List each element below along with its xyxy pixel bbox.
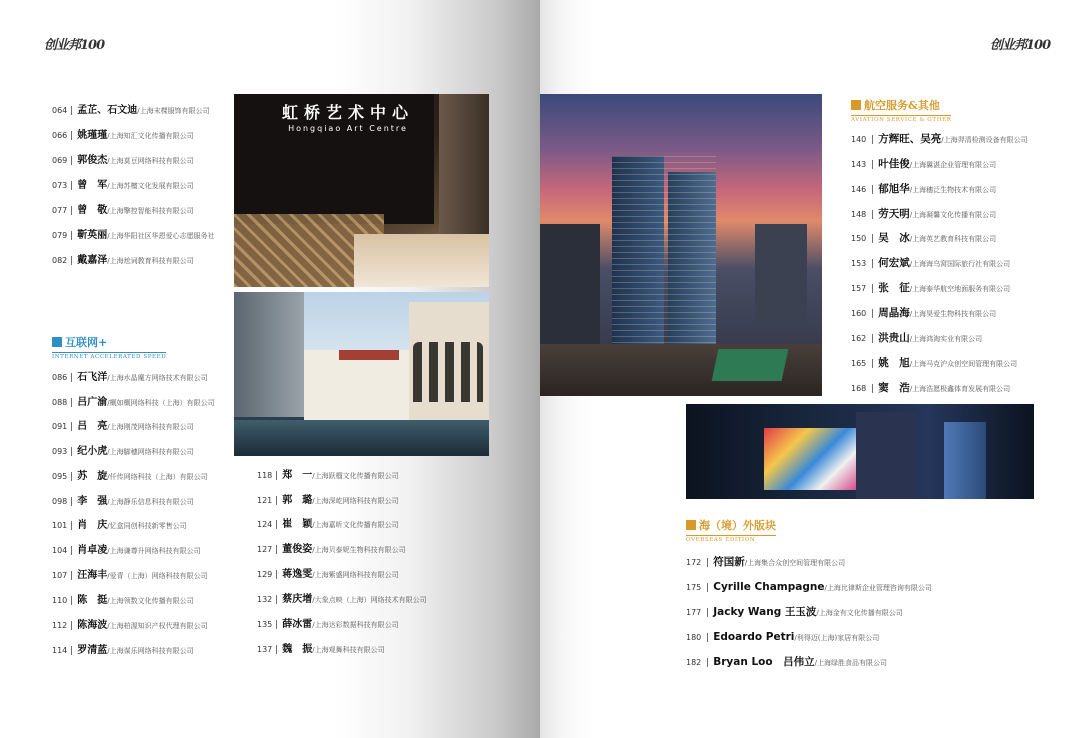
list-item: 064 | 孟芷、石文迪/上海末棵服饰有限公司 [52,105,210,116]
list-item: 165 | 姚 旭/上海马克沪众创空间管理有限公司 [851,357,1018,369]
list-item: 182 | Bryan Loo 吕伟立/上海绿胜食品有限公司 [686,656,887,668]
list-item: 127 | 董俊姿/上海贝泰妮生物科技有限公司 [257,544,406,555]
list-item: 177 | Jacky Wang 王玉波/上海金有文化传播有限公司 [686,606,903,618]
section-title-aviation: 航空服务&其他 AVIATION SERVICE & OTHER [851,99,952,123]
list-item: 077 | 曾 敬/上海擎控智能科技有限公司 [52,205,194,216]
list-item: 150 | 吴 冰/上海英艺教育科技有限公司 [851,232,997,244]
list-item: 104 | 肖卓凌/上海谦尊升网络科技有限公司 [52,545,201,556]
photo-courtyard-pool [234,292,489,456]
list-item: 114 | 罗清蓝/上海谋乐网络科技有限公司 [52,645,194,656]
list-item: 160 | 周晶海/上海昊爱生物科技有限公司 [851,307,997,319]
list-item: 088 | 吕广渝/概如概网络科技（上海）有限公司 [52,397,215,408]
list-item: 132 | 蔡庆增/大象点映（上海）网络技术有限公司 [257,594,427,605]
list-item: 135 | 薛冰雷/上海达彩数据科技有限公司 [257,619,399,630]
list-item: 079 | 靳英丽/上海华阳社区华恩爱心志愿服务社 [52,230,215,241]
photo-night-mall [686,404,1034,499]
list-item: 095 | 苏 旋/仟传网络科技（上海）有限公司 [52,471,208,482]
section-marker-icon [851,100,861,110]
photo-hongqiao-art-centre [234,94,489,287]
list-item: 069 | 郭俊杰/上海莫豆网络科技有限公司 [52,155,194,166]
section-marker-icon [52,337,62,347]
list-item: 148 | 劳天明/上海凝馨文化传播有限公司 [851,208,997,220]
list-item: 157 | 张 征/上海泰华航空地面服务有限公司 [851,282,1011,294]
list-item: 098 | 李 强/上海静乐信息科技有限公司 [52,496,194,507]
list-item: 082 | 戴嘉泽/上海尬词教育科技有限公司 [52,255,194,266]
list-item: 112 | 陈海波/上海柏渥知识产权代理有限公司 [52,620,208,631]
list-item: 162 | 洪贵山/上海鸿淘实业有限公司 [851,332,983,344]
list-item: 129 | 蒋逸雯/上海紫盛网络科技有限公司 [257,569,399,580]
list-item: 146 | 郁旭华/上海穗泛生物技术有限公司 [851,183,997,195]
list-item: 101 | 肖 庆/忆盒同创科技新零售公司 [52,520,187,531]
list-item: 180 | Edoardo Petri/利得迈(上海)家居有限公司 [686,631,880,643]
list-item: 110 | 陈 挺/上海领数文化传播有限公司 [52,595,194,606]
section-title-overseas: 海（境）外版块 OVERSEAS EDITION [686,519,776,543]
list-item: 107 | 汪海丰/爱青（上海）网络科技有限公司 [52,570,208,581]
photo-office-towers-sunset [540,94,822,396]
list-item: 093 | 纪小虎/上海脚穗网络科技有限公司 [52,446,194,457]
list-item: 153 | 何宏斌/上海海乌窝国际旅行社有限公司 [851,257,1011,269]
list-item: 143 | 叶佳俊/上海翼湛企业管理有限公司 [851,158,997,170]
section-marker-icon [686,520,696,530]
magazine-logo: 创业邦100 [44,38,105,53]
list-item: 121 | 郭 璐/上海深屹网络科技有限公司 [257,495,399,506]
list-item: 091 | 吕 亮/上海刚茂网络科技有限公司 [52,421,194,432]
list-item: 172 | 符国新/上海集合众创空间管理有限公司 [686,556,846,568]
list-item: 118 | 郑 一/上海跃榴文化传播有限公司 [257,470,399,481]
list-item: 066 | 姚瑾瑾/上海知汇文化传播有限公司 [52,130,194,141]
list-item: 073 | 曾 军/上海苏檀文化发展有限公司 [52,180,194,191]
list-item: 086 | 石飞洋/上海水晶魔方网络技术有限公司 [52,372,208,383]
hongqiao-sign: 虹桥艺术中心 Hongqiao Art Centre [282,103,415,133]
list-item: 124 | 崔 颖/上海嘉昕文化传播有限公司 [257,519,399,530]
list-item: 137 | 魏 振/上海观舞科技有限公司 [257,644,385,655]
list-item: 140 | 方辉旺、吴亮/上海羿清检测设备有限公司 [851,133,1028,145]
list-item: 168 | 窦 浩/上海浩愿极鑫体育发展有限公司 [851,382,1011,394]
list-item: 175 | Cyrille Champagne/上海比律斯企业管理咨询有限公司 [686,581,932,593]
magazine-logo: 创业邦100 [990,38,1051,53]
section-title-internet: 互联网+ INTERNET ACCELERATED SPEED [52,336,167,360]
